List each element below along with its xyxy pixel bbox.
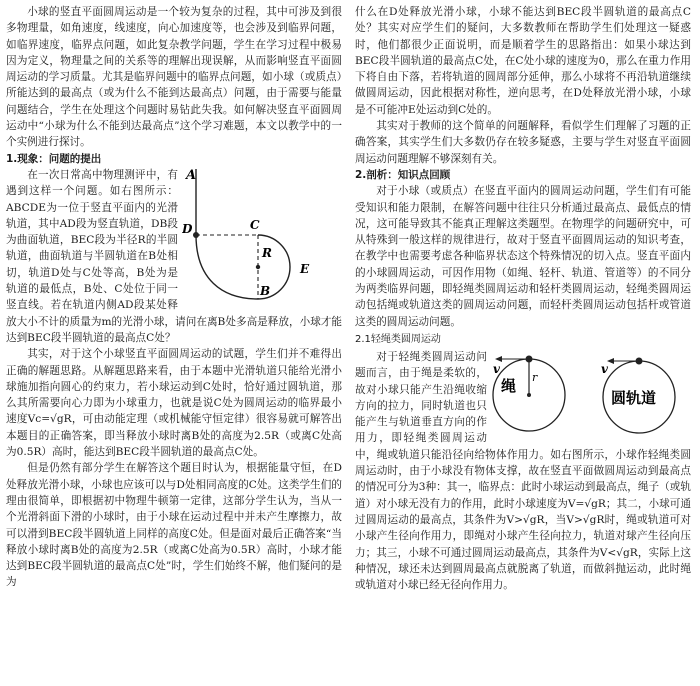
label-D: D <box>182 221 193 236</box>
rope-label: 绳 <box>501 376 517 395</box>
label-E: E <box>300 261 310 276</box>
rope-motion-paragraph: 对于轻绳类圆周运动问题而言，由于绳是柔软的，故对小球只能产生沿绳收缩方向的拉力，同时轨道也只能产生与轨道垂直方向的作用力，即轻绳类圆周运动中，绳或轨道只能沿径向给物体作用力。如右图所示，小球作轻绳类圆周运动时，由于小球没有物体支撑，故在竖直平面做圆周运动到最高点的情况可分为3种：其一，临界点：此时小球运动到最高点，绳子（或轨道）对小球无没有力的作用，此时小球速度为V=√gR；其二，小球可通过圆周运动的最高点，其条件为V>√gR，当V>√gR时，绳或轨道可对小球产生径向作用力，即绳对小球产生径向拉力，轨道对球产生径向压力；其三，小球不可通过圆周运动最高点，其条件为V<√gR，实际上这种情况，球还未达到圆周最高点就脱离了轨道，而做斜抛运动，此时绳或轨道对小球已经无径向作用力。 <box>355 350 691 592</box>
rope-and-track-diagram <box>491 349 691 439</box>
problem-paragraph: 在一次日常高中物理测评中，有遇到这样一个问题。如右图所示：ABCDE为一位于竖直平面内的光滑轨道，其中AD段为竖直轨道，DB段为曲面轨道，BEC段为半径R的半圆轨道，曲面轨道与半圆轨道在B处相切，轨道D处与C处等高，B处为是轨道的最低点，B处、C处位于同一竖直线。若在轨道内侧AD段某处释放大小不计的质量为m的光滑小球，请问在离B处多高是释放，小球才能达到BEC段半圆轨道的最高点C处？ <box>6 168 342 344</box>
knowledge-review-paragraph: 对于小球（或质点）在竖直平面内的圆周运动问题，学生们有可能受知识和能力限制，在解答问题中往往只分析通过最高点、最低点的情况，这可能导致其不能真正理解这类题型。在物理学的问题研究中，可从特殊到一般这样的规律进行，故对于竖直平面圆周运动的知识考查，在教学中也需要考虑各种临界状态这个特殊情况的切入点。竖直平面内的小球圆周运动，可因作用物（如绳、轻杆、轨道、管道等）的不同分为两类临界问题，即轻绳类圆周运动和轻杆类圆周运动，轻绳类圆周运动包括绳或轨道这类的圆周运动问题，而轻杆类圆周运动包括杆或管道这类的圆周运动问题。 <box>355 185 691 328</box>
continuation-paragraph: 什么在D处释放光滑小球，小球不能达到BEC段半圆轨道的最高点C处？其实对应学生们的疑问，大多数教师在帮助学生们处理这一疑惑时，他们都很少正面说明，而是顺着学生的思路指出：如果小球达到BEC段半圆轨道的最高点C处，在C处小球的速度为0，那么在重力作用下将自由下落，若将轨道的圆周部分延伸，那么小球将不再沿轨道继续做圆周运动，因此根据对称性，逆向思考，在D处释放光滑小球，小球是不可能冲E处运动到C处的。 <box>355 6 691 116</box>
subsection-heading: 2.1轻绳类圆周运动 <box>355 333 441 345</box>
intro-paragraph: 小球的竖直平面圆周运动是一个较为复杂的过程，其中可涉及到很多物理量，如角速度，线速度，向心加速度等，也会涉及到临界问题，如临界速度，临界点问题，如此复杂教学问题，学生在学习过程中极易因为定义，物理量之间的关系等的理解出现误解，从而影响竖直平面圆周运动的学习质量。尤其是临界问题中的临界点问题，如小球（或质点）所能达到的最高点（或为什么不能到达最高点）问题，由于需要与能量问题结合，学生在处理这个问题时易钻此失我。如何解决竖直平面圆周运动中“小球为什么不能到达最高点”这个学习难题，本文以教学中的一个实例进行探讨。 <box>6 6 342 149</box>
analysis-paragraph: 其实，对于这个小球竖直平面圆周运动的试题，学生们并不难得出正确的解题思路。从解题思路来看，由于本题中光滑轨道只能给光滑小球施加指向圆心的约束力，若小球运动到C处时，恰好通过圆轨道，那么其所需要向心力即为小球重力，也就是说C处为圆周运动的临界最小速度Vc=√gR，可由动能定理（或机械能守恒定律）很容易就可解答出本题目的正确答案，即当释放小球时离B处的高度为2.5R（或离C处高为0.5R）高时，能达到BEC段半圆轨道的最高点C处。 <box>6 348 342 459</box>
label-R: R <box>262 245 272 260</box>
label-A: A <box>186 167 197 183</box>
track-velocity-label: v <box>601 361 608 376</box>
rope-velocity-label: v <box>493 361 500 376</box>
teacher-explanation-paragraph: 其实对于教师的这个简单的问题解释，看似学生们理解了习题的正确答案，其实学生们大多数仍存在较多疑惑，主要与学生对竖直平面圆周运动问题理解不够深刻有关。 <box>355 120 691 165</box>
right-column <box>355 4 691 593</box>
label-C: C <box>250 217 260 232</box>
radius-label: r <box>532 370 538 384</box>
misconception-paragraph: 但是仍然有部分学生在解答这个题目时认为，根据能量守恒，在D处释放光滑小球，小球也应该可以与D处相同高度的C处。这类学生们的理由很简单，即根据初中物理牛顿第一定律，这部分学生认为，当从一个光滑斜面下滑的小球时，由于小球在运动过程中并未产生摩擦力，故可以滑到BEC段半圆轨道上同样的高度C处。但是面对最后正确答案“当释放小球时离B处的高度为2.5R（或离C处高为0.5R）高时，小球才能达到BEC段半圆轨道的最高点C处”时，学生们始终不解，他们疑问的是为 <box>6 462 342 589</box>
section-heading-2: 2.剖析：知识点回顾 <box>355 168 451 181</box>
section-heading-1: 1.现象：问题的提出 <box>6 152 102 165</box>
label-B: B <box>260 283 271 298</box>
left-column <box>6 4 342 591</box>
track-diagram <box>182 167 342 307</box>
circular-track-label: 圆轨道 <box>611 388 657 407</box>
